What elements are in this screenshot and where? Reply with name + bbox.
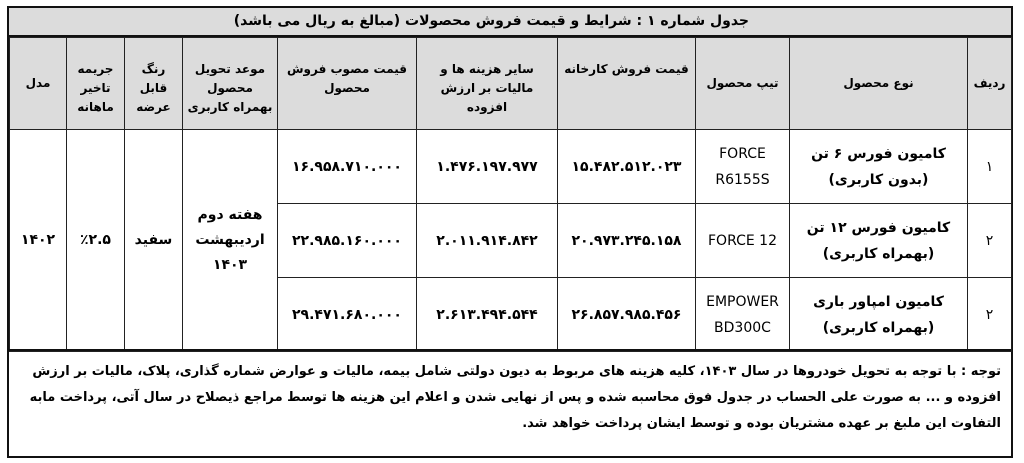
header-model: مدل: [10, 38, 67, 130]
row-number: ۲: [968, 278, 1012, 352]
model-year: ۱۴۰۲: [10, 130, 67, 352]
footnote: توجه : با توجه به تحویل خودروها در سال ۱۴۰۳، کلیه هزینه های مربوط به دیون دولتی شامل بیمه، مالیات و عوارض شماره گذاری، پلاک، مالیات بر ارزش افزوده و ... به صورت علی الحساب در جدول فوق محاسبه شده و پس از نهایی شدن و اعلام این هزینه ها توسط مراجع ذیصلاح در سال آتی، پرداخت مابه التفاوت این ملبغ بر عهده مشتریان بوده و توسط ایشان پرداخت خواهد شد.: [9, 349, 1011, 456]
header-row-no: ردیف: [968, 38, 1012, 130]
product-name: کامیون فورس ۱۲ تن: [806, 219, 951, 236]
header-penalty: جریمه تاخیر ماهانه: [67, 38, 125, 130]
header-delivery: موعد تحویل محصول بهمراه کاربری: [183, 38, 278, 130]
row-number: ۱: [968, 130, 1012, 204]
other-costs: ۲.۰۱۱.۹۱۴.۸۴۲: [417, 204, 558, 278]
header-factory-price: قیمت فروش کارخانه: [558, 38, 696, 130]
factory-price: ۱۵.۴۸۲.۵۱۲.۰۲۳: [558, 130, 696, 204]
product-usage: (بدون کاربری): [828, 171, 929, 188]
approved-price: ۱۶.۹۵۸.۷۱۰.۰۰۰: [278, 130, 417, 204]
product-name: کامیون فورس ۶ تن: [811, 145, 946, 162]
product-type-cell: [790, 278, 968, 352]
header-approved-price: قیمت مصوب فروش محصول: [278, 38, 417, 130]
row-number: ۲: [968, 204, 1012, 278]
table-header-row: [10, 38, 1012, 130]
header-other-costs: سایر هزینه ها و مالیات بر ارزش افزوده: [417, 38, 558, 130]
monthly-penalty: ٪۲.۵: [67, 130, 125, 352]
product-name: کامیون امپاور باری: [813, 293, 944, 310]
header-tip: تیپ محصول: [696, 38, 790, 130]
table-title: جدول شماره ۱ : شرایط و قیمت فروش محصولات (مبالغ به ریال می باشد): [9, 8, 1011, 37]
product-usage: (بهمراه کاربری): [822, 245, 935, 262]
price-table-document: [7, 6, 1013, 458]
table-row: [10, 130, 1012, 204]
product-tip: FORCE 12: [696, 204, 790, 278]
other-costs: ۲.۶۱۳.۴۹۴.۵۴۴: [417, 278, 558, 352]
product-type-cell: [790, 130, 968, 204]
delivery-time: هفته دوم اردیبهشت ۱۴۰۳: [183, 130, 278, 352]
header-colors: رنگ قابل عرضه: [125, 38, 183, 130]
factory-price: ۲۰.۹۷۳.۲۴۵.۱۵۸: [558, 204, 696, 278]
header-product-type: نوع محصول: [790, 38, 968, 130]
product-tip: EMPOWER BD300C: [696, 278, 790, 352]
products-table: [9, 37, 1012, 352]
approved-price: ۲۹.۴۷۱.۶۸۰.۰۰۰: [278, 278, 417, 352]
available-color: سفید: [125, 130, 183, 352]
product-usage: (بهمراه کاربری): [822, 319, 935, 336]
factory-price: ۲۶.۸۵۷.۹۸۵.۴۵۶: [558, 278, 696, 352]
product-type-cell: [790, 204, 968, 278]
approved-price: ۲۲.۹۸۵.۱۶۰.۰۰۰: [278, 204, 417, 278]
product-tip: FORCE R6155S: [696, 130, 790, 204]
other-costs: ۱.۴۷۶.۱۹۷.۹۷۷: [417, 130, 558, 204]
